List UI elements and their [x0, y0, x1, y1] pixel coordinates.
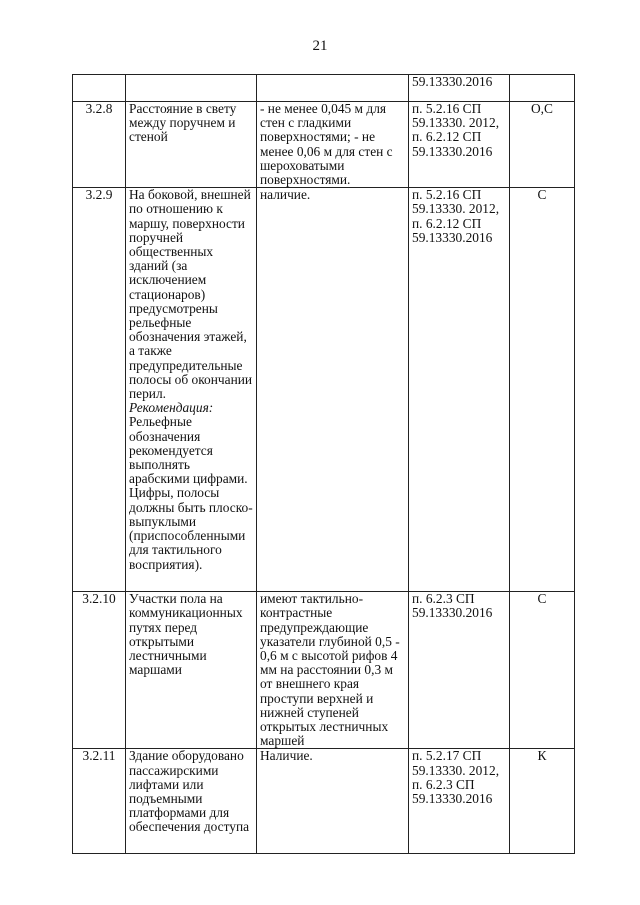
- row-number: 3.2.9: [73, 188, 126, 592]
- table-row: [73, 188, 575, 592]
- row-name: [126, 75, 257, 102]
- table-row: [73, 75, 575, 102]
- row-category: [510, 75, 575, 102]
- table-row: [73, 749, 575, 854]
- requirements-table: [72, 74, 575, 854]
- row-reference: п. 6.2.3 СП 59.13330.2016: [409, 592, 510, 749]
- row-category: О,С: [510, 102, 575, 188]
- row-number: 3.2.10: [73, 592, 126, 749]
- row-name: Участки пола на коммуникационных путях перед открытыми лестничными маршами: [126, 592, 257, 749]
- page-number: 21: [312, 38, 328, 54]
- row-requirement: наличие.: [257, 188, 409, 592]
- row-category: С: [510, 188, 575, 592]
- row-number: 3.2.11: [73, 749, 126, 854]
- row-requirement: - не менее 0,045 м для стен с гладкими поверхностями; - не менее 0,06 м для стен с шероховатыми поверхностями.: [257, 102, 409, 188]
- row-requirement: [257, 75, 409, 102]
- row-name: Здание оборудовано пассажирскими лифтами или подъемными платформами для обеспечения доступа: [126, 749, 257, 854]
- row-name: [126, 188, 257, 592]
- row-reference: п. 5.2.16 СП 59.13330. 2012, п. 6.2.12 СП 59.13330.2016: [409, 188, 510, 592]
- table-row: [73, 102, 575, 188]
- row-category: К: [510, 749, 575, 854]
- row-number: 3.2.8: [73, 102, 126, 188]
- row-reference: п. 5.2.16 СП 59.13330. 2012, п. 6.2.12 СП 59.13330.2016: [409, 102, 510, 188]
- row-reference: 59.13330.2016: [409, 75, 510, 102]
- row-requirement: имеют тактильно-контрастные предупреждающие указатели глубиной 0,5 - 0,6 м с высотой рифов 4 мм на расстоянии 0,3 м от внешнего края проступи верхней и нижней ступеней открытых лестничных маршей: [257, 592, 409, 749]
- row-category: С: [510, 592, 575, 749]
- table-row: [73, 592, 575, 749]
- row-name: Расстояние в свету между поручнем и стеной: [126, 102, 257, 188]
- row-number: [73, 75, 126, 102]
- row-requirement: Наличие.: [257, 749, 409, 854]
- recommendation-text: Рельефные обозначения рекомендуется выполнять арабскими цифрами. Цифры, полосы должны быть плоско-выпуклыми (приспособленными для тактильного восприятия).: [129, 414, 253, 572]
- row-reference: п. 5.2.17 СП 59.13330. 2012, п. 6.2.3 СП 59.13330.2016: [409, 749, 510, 854]
- recommendation-label: Рекомендация:: [129, 400, 214, 416]
- row-name-text: На боковой, внешней по отношению к маршу, поверхности поручней общественных зданий (за исключением стационаров) предусмотрены рельефные обозначения этажей, а также предупредительные полосы об окончании перил.: [129, 187, 253, 402]
